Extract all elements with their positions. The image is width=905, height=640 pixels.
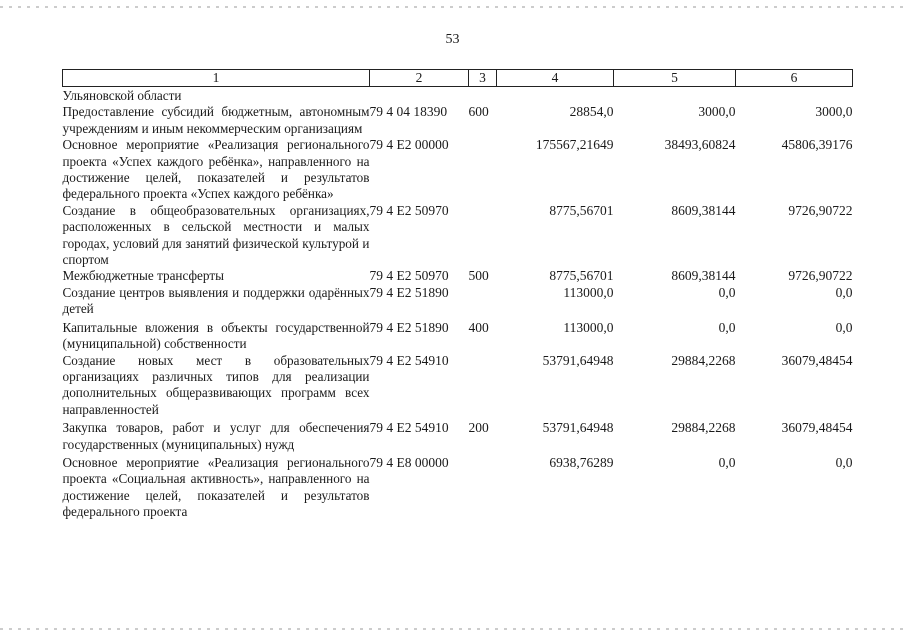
row-value-col4: 113000,0 [563,319,614,335]
row-value-col4: 6938,76289 [549,454,614,470]
row-value-col5: 29884,2268 [671,420,736,436]
row-value-col6: 0,0 [835,454,853,470]
row-value-col5: 29884,2268 [671,352,736,368]
row-type: 400 [468,319,489,335]
row-name: Основное мероприятие «Реализация регионального проекта «Социальная активность», направленного на достижение целей, показателей и результатов федерального проекта [62,454,370,520]
row-name: Закупка товаров, работ и услуг для обеспечения государственных (муниципальных) нужд [62,420,370,452]
row-code [370,87,469,105]
row-type [469,453,497,521]
row-value-col6 [736,87,853,105]
row-value-col4: 8775,56701 [549,202,614,218]
row-value-col5: 8609,38144 [671,268,736,284]
row-name: Капитальные вложения в объекты государственной (муниципальной) собственности [62,319,370,352]
row-name: Основное мероприятие «Реализация регионального проекта «Успех каждого ребёнка», направленного на достижение целей, показателей и результатов федерального проекта «Успех каждого ребёнка» [62,137,370,202]
row-value-col6: 0,0 [835,284,853,300]
table-header-row [63,70,853,87]
row-type [469,137,497,203]
row-code: 79 4 E2 51890 [369,319,449,335]
column-header: 5 [614,70,736,87]
row-value-col4: 53791,64948 [542,420,614,436]
scan-edge-top [0,6,905,8]
row-type [469,353,497,419]
row-type: 200 [468,420,489,436]
row-value-col6: 9726,90722 [788,268,853,284]
table-row [63,104,853,137]
row-type: 500 [468,268,489,284]
row-type: 600 [468,104,489,120]
table-row [63,285,853,318]
row-value-col4: 53791,64948 [542,352,614,368]
row-value-col4: 175567,21649 [535,137,614,153]
row-code: 79 4 E8 00000 [369,454,449,470]
row-name: Создание новых мест в образовательных организациях различных типов для реализации дополнительных общеразвивающих программ всех направленностей [62,352,370,417]
row-value-col6: 36079,48454 [781,420,853,436]
table-row [63,318,853,353]
row-value-col4 [497,87,614,105]
row-code: 79 4 E2 00000 [369,137,449,153]
row-value-col6: 3000,0 [815,104,853,120]
column-header: 4 [497,70,614,87]
row-code: 79 4 E2 54910 [369,420,449,436]
row-value-col6: 9726,90722 [788,202,853,218]
table-row [63,203,853,269]
row-code: 79 4 E2 54910 [369,352,449,368]
row-value-col5: 8609,38144 [671,202,736,218]
column-header: 1 [63,70,370,87]
row-value-col6: 45806,39176 [781,137,853,153]
budget-table [62,69,853,521]
row-code: 79 4 04 18390 [369,104,448,120]
row-value-col5: 0,0 [718,284,736,300]
table-row [63,453,853,521]
table-row [63,87,853,105]
row-value-col5: 0,0 [718,319,736,335]
row-name: Межбюджетные трансферты [62,268,224,284]
row-code: 79 4 E2 50970 [369,268,449,284]
page-number: 53 [445,32,460,47]
row-value-col5: 38493,60824 [664,137,736,153]
row-type [469,87,497,105]
row-value-col5 [614,87,736,105]
row-type [469,203,497,269]
row-code: 79 4 E2 50970 [369,202,449,218]
row-value-col5: 0,0 [718,454,736,470]
row-name: Создание в общеобразовательных организациях, расположенных в сельской местности и малых городах, условий для занятий физической культурой и спортом [62,202,370,268]
table-row [63,418,853,453]
row-value-col4: 113000,0 [563,284,614,300]
table-row [63,353,853,419]
row-name: Ульяновской области [62,88,182,103]
row-value-col5: 3000,0 [698,104,736,120]
row-value-col4: 8775,56701 [549,268,614,284]
row-type [469,285,497,318]
scan-edge-bottom [0,628,905,630]
row-value-col6: 36079,48454 [781,352,853,368]
table-row [63,268,853,284]
column-header: 3 [469,70,497,87]
column-header: 2 [370,70,469,87]
row-value-col6: 0,0 [835,319,853,335]
table-row [63,137,853,203]
row-name: Создание центров выявления и поддержки одарённых детей [62,284,370,317]
column-header: 6 [736,70,853,87]
row-code: 79 4 E2 51890 [369,284,449,300]
row-name: Предоставление субсидий бюджетным, автономным учреждениям и иным некоммерческим организациям [62,104,370,136]
row-value-col4: 28854,0 [569,104,614,120]
